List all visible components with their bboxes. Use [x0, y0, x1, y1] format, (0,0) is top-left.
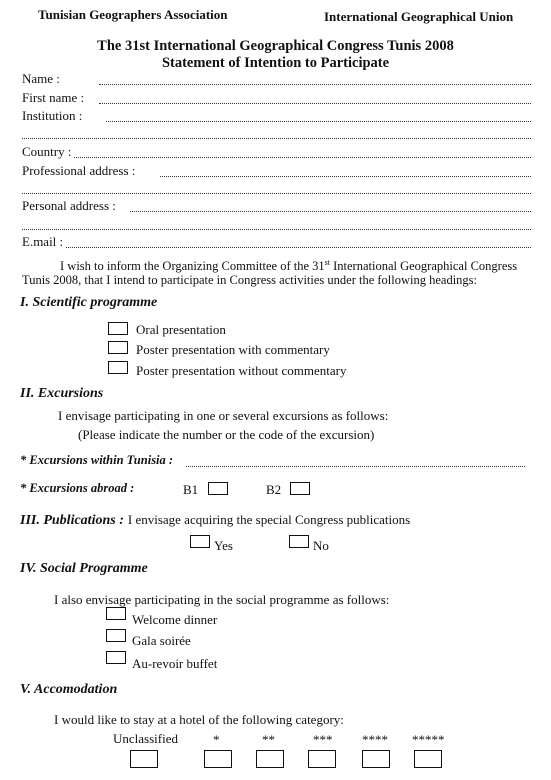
- b1-checkbox[interactable]: [208, 482, 228, 495]
- publications-no-label: No: [313, 538, 329, 553]
- gala-soiree-checkbox[interactable]: [106, 629, 126, 642]
- first-name-field[interactable]: [99, 103, 531, 104]
- au-revoir-buffet-checkbox[interactable]: [106, 651, 126, 664]
- gala-soiree-label: Gala soirée: [132, 633, 191, 648]
- first-name-label: First name :: [22, 90, 85, 105]
- form-subtitle: Statement of Intention to Participate: [161, 55, 390, 71]
- poster-with-commentary-label: Poster presentation with commentary: [136, 342, 330, 357]
- email-field[interactable]: [66, 247, 531, 248]
- social-text: I also envisage participating in the social programme as follows:: [54, 592, 390, 607]
- category-unclassified-checkbox[interactable]: [130, 750, 158, 768]
- b1-label: B1: [183, 482, 199, 497]
- personal-address-field-line2[interactable]: [22, 229, 531, 230]
- category-3-star-checkbox[interactable]: [308, 750, 336, 768]
- publications-no-checkbox[interactable]: [289, 535, 309, 548]
- category-2-star-checkbox[interactable]: [256, 750, 284, 768]
- section-social-title: IV. Social Programme: [20, 561, 148, 576]
- category-2-star-label: **: [262, 732, 275, 747]
- section-excursions-title: II. Excursions: [20, 386, 104, 401]
- country-field[interactable]: [74, 157, 531, 158]
- category-1-star-checkbox[interactable]: [204, 750, 232, 768]
- intro-text-a: I wish to inform the Organizing Committee of the 31: [60, 259, 325, 274]
- header-right-org: International Geographical Union: [324, 9, 514, 24]
- category-5-star-label: *****: [412, 732, 445, 747]
- excursions-within-field[interactable]: [186, 466, 525, 467]
- poster-without-commentary-label: Poster presentation without commentary: [136, 363, 347, 378]
- oral-presentation-label: Oral presentation: [136, 322, 226, 337]
- category-4-star-checkbox[interactable]: [362, 750, 390, 768]
- name-label: Name :: [22, 71, 60, 86]
- b2-label: B2: [266, 482, 282, 497]
- category-unclassified-label: Unclassified: [113, 731, 178, 746]
- country-label: Country :: [22, 144, 72, 159]
- email-label: E.mail :: [22, 234, 64, 249]
- welcome-dinner-checkbox[interactable]: [106, 607, 126, 620]
- b2-checkbox[interactable]: [290, 482, 310, 495]
- poster-with-commentary-checkbox[interactable]: [108, 341, 128, 354]
- header-left-org: Tunisian Geographers Association: [38, 7, 228, 22]
- professional-address-field-line2[interactable]: [22, 193, 531, 194]
- form-title: The 31st International Geographical Congress Tunis 2008: [97, 38, 454, 54]
- institution-field-line2[interactable]: [22, 138, 531, 139]
- publications-text: I envisage acquiring the special Congress publications: [127, 512, 411, 527]
- welcome-dinner-label: Welcome dinner: [132, 612, 218, 627]
- excursions-line2: (Please indicate the number or the code of the excursion): [78, 427, 375, 442]
- category-5-star-checkbox[interactable]: [414, 750, 442, 768]
- category-4-star-label: ****: [362, 732, 388, 747]
- excursions-line1: I envisage participating in one or several excursions as follows:: [58, 408, 389, 423]
- section-scientific-title: I. Scientific programme: [20, 295, 158, 310]
- personal-address-field[interactable]: [130, 211, 531, 212]
- accomodation-text: I would like to stay at a hotel of the following category:: [54, 712, 344, 727]
- publications-row: [20, 511, 410, 529]
- publications-yes-checkbox[interactable]: [190, 535, 210, 548]
- excursions-abroad-label: * Excursions abroad :: [20, 481, 135, 495]
- oral-presentation-checkbox[interactable]: [108, 322, 128, 335]
- professional-address-label: Professional address :: [22, 163, 136, 178]
- poster-without-commentary-checkbox[interactable]: [108, 361, 128, 374]
- intro-sup: st: [324, 258, 330, 267]
- institution-field[interactable]: [106, 121, 531, 122]
- category-3-star-label: ***: [313, 732, 333, 747]
- personal-address-label: Personal address :: [22, 198, 116, 213]
- au-revoir-buffet-label: Au-revoir buffet: [132, 656, 218, 671]
- intro-line2: Tunis 2008, that I intend to participate in Congress activities under the following headings:: [22, 273, 478, 287]
- name-field[interactable]: [99, 84, 531, 85]
- institution-label: Institution :: [22, 108, 83, 123]
- category-1-star-label: *: [213, 732, 220, 747]
- section-publications-title: III. Publications :: [20, 513, 124, 528]
- publications-yes-label: Yes: [214, 538, 233, 553]
- excursions-within-label: * Excursions within Tunisia :: [20, 453, 174, 467]
- intro-text-b: International Geographical Congress: [330, 259, 518, 274]
- professional-address-field[interactable]: [160, 176, 531, 177]
- section-accomodation-title: V. Accomodation: [20, 682, 118, 697]
